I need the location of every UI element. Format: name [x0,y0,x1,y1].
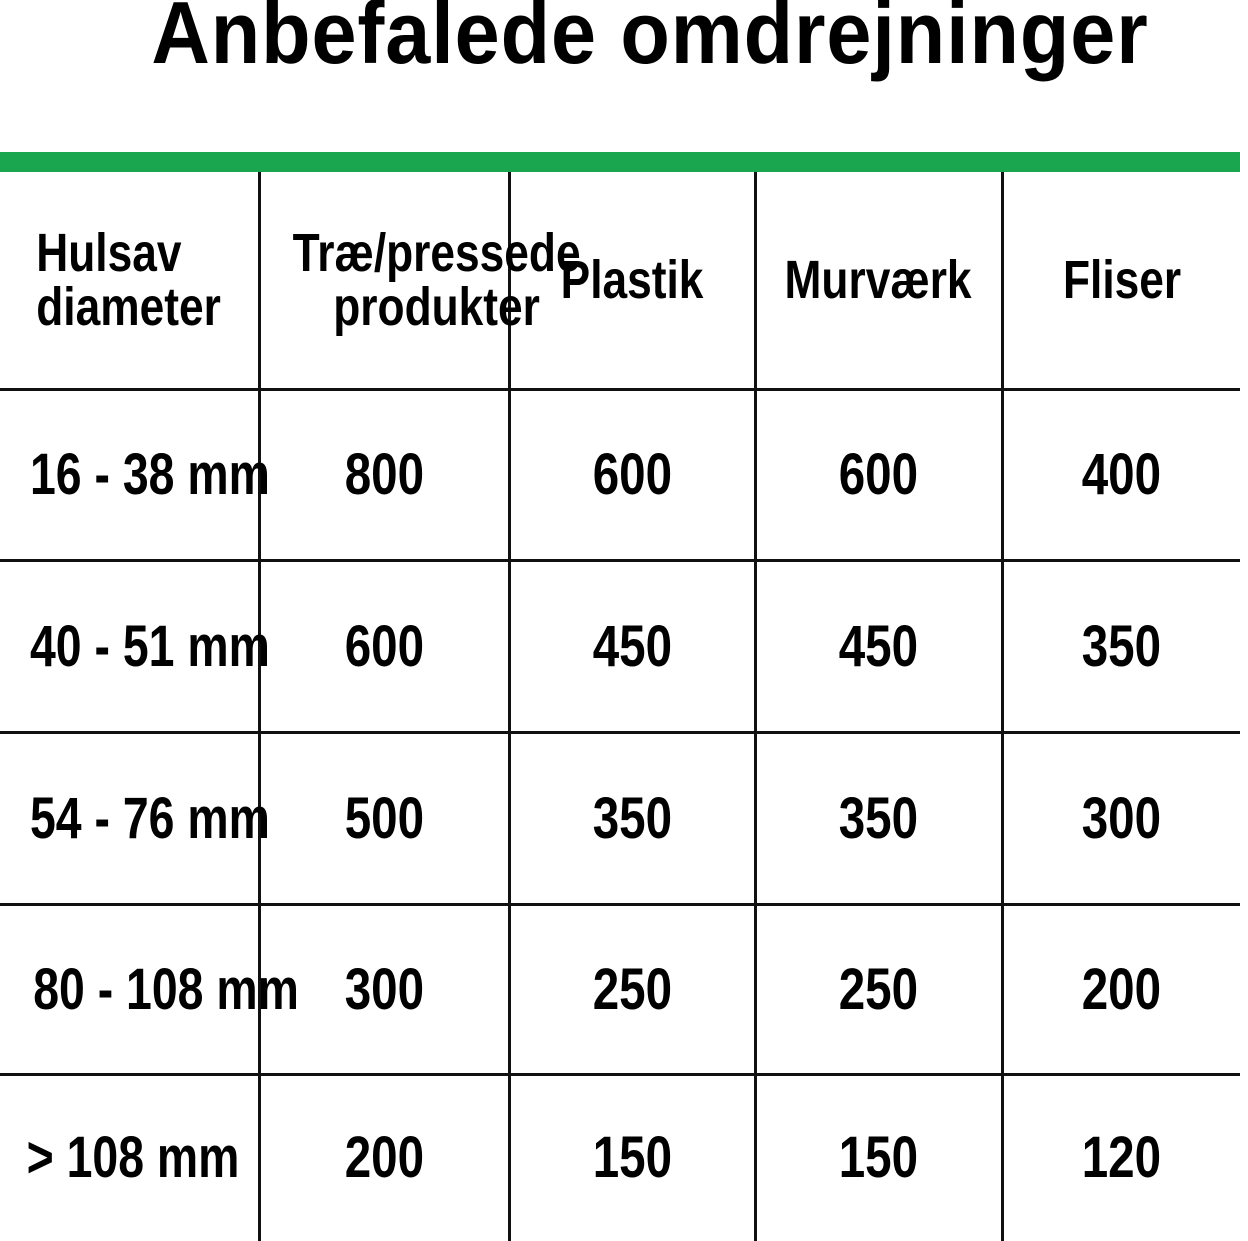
header-label: Fliser [1062,250,1181,310]
rpm-value: 150 [838,1125,919,1191]
header-label: Træ/pressede produkter [292,223,581,337]
rpm-value: 600 [344,613,424,679]
rpm-cell [509,1075,755,1241]
green-divider [0,152,1240,172]
rpm-cell [509,390,755,561]
table-row [0,733,1240,905]
rpm-value: 350 [838,785,919,851]
rpm-cell [509,561,755,733]
table-row [0,390,1240,561]
diameter-cell [0,905,299,1075]
rpm-cell [755,561,1002,733]
rpm-value: 500 [344,785,424,851]
rpm-cell [1002,1075,1240,1241]
diameter-value: 16 - 38 mm [29,442,270,507]
table-header-row [0,172,1240,390]
diameter-value: 40 - 51 mm [29,613,270,679]
rpm-value: 350 [592,785,672,851]
rpm-value: 300 [1082,785,1162,851]
rpm-cell [1002,905,1240,1075]
rpm-value: 400 [1082,442,1162,507]
header-label: Plastik [560,250,704,310]
diameter-value: 54 - 76 mm [29,785,270,851]
diameter-cell [0,390,270,561]
header-cell-masonry [755,172,1002,390]
diameter-value: 80 - 108 mm [33,956,299,1022]
rpm-cell [259,390,509,561]
rpm-cell [755,905,1002,1075]
header-label: Murværk [784,250,973,310]
rpm-cell [755,1075,1002,1241]
rpm-cell [1002,390,1240,561]
table-row [0,905,1240,1075]
rpm-value: 600 [592,442,672,507]
rpm-cell [509,733,755,905]
rpm-value: 250 [592,956,672,1022]
rpm-value: 600 [838,442,919,507]
rpm-value: 450 [592,613,672,679]
table-row [0,561,1240,733]
rpm-value: 250 [838,956,919,1022]
rpm-table [0,172,1240,1241]
rpm-value: 200 [344,1125,424,1191]
diameter-cell [0,1075,259,1241]
rpm-cell [509,905,755,1075]
rpm-cell [259,561,509,733]
rpm-cell [755,733,1002,905]
rpm-cell [259,1075,509,1241]
header-label: Hulsav diameter [36,223,222,337]
rpm-value: 120 [1082,1125,1162,1191]
header-cell-tiles [1002,172,1240,390]
diameter-cell [0,733,270,905]
rpm-value: 450 [838,613,919,679]
table-row [0,1075,1240,1241]
rpm-value: 150 [592,1125,672,1191]
rpm-value: 350 [1082,613,1162,679]
rpm-value: 800 [344,442,424,507]
diameter-value: > 108 mm [26,1125,240,1191]
header-cell-wood [259,172,581,390]
page-title: Anbefalede omdrejninger [151,0,1149,82]
rpm-cell [1002,561,1240,733]
rpm-value: 300 [344,956,424,1022]
header-cell-diameter [0,172,259,390]
rpm-value: 200 [1082,956,1162,1022]
diameter-cell [0,561,270,733]
rpm-cell [755,390,1002,561]
rpm-cell [259,733,509,905]
rpm-cell [1002,733,1240,905]
